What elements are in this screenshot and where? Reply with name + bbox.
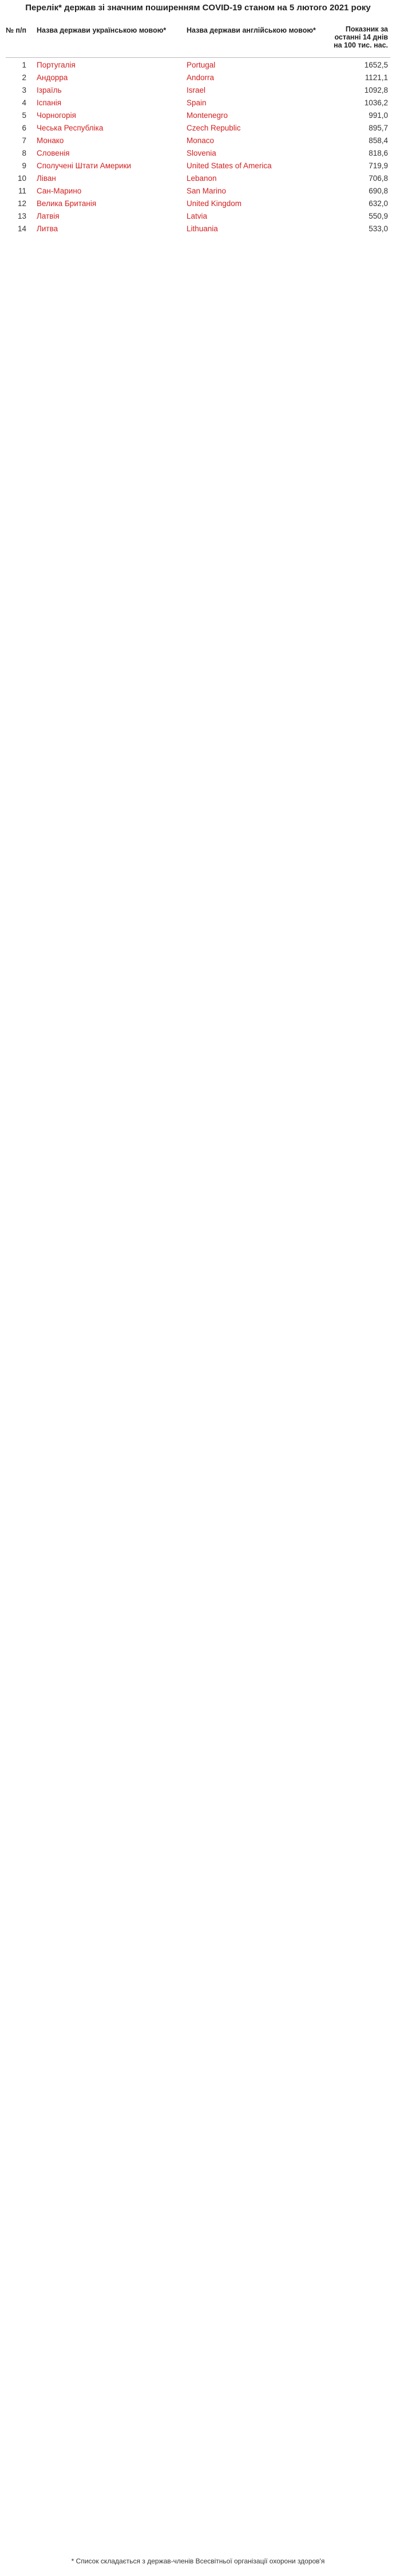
row-number: 10 bbox=[17, 174, 26, 183]
table-header bbox=[6, 24, 390, 58]
row-indicator: 632,0 bbox=[369, 199, 388, 208]
row-indicator: 1036,2 bbox=[364, 98, 388, 107]
country-name-ukrainian: Сполучені Штати Америки bbox=[37, 161, 132, 170]
country-name-english: Lithuania bbox=[187, 224, 218, 233]
table-row bbox=[6, 135, 390, 147]
header-name-ukrainian: Назва держави українською мовою* bbox=[37, 26, 167, 34]
country-name-english: San Marino bbox=[187, 187, 227, 195]
row-number: 3 bbox=[22, 86, 26, 94]
country-name-english: Andorra bbox=[187, 73, 215, 82]
table-row bbox=[6, 197, 390, 210]
table-row bbox=[6, 172, 390, 185]
country-name-ukrainian: Словенія bbox=[37, 149, 70, 157]
row-indicator: 719,9 bbox=[369, 161, 388, 170]
row-number: 9 bbox=[22, 161, 26, 170]
country-name-ukrainian: Сан-Марино bbox=[37, 187, 82, 195]
country-name-ukrainian: Ліван bbox=[37, 174, 56, 183]
row-indicator: 533,0 bbox=[369, 224, 388, 233]
row-indicator: 895,7 bbox=[369, 124, 388, 132]
country-name-ukrainian: Іспанія bbox=[37, 98, 62, 107]
country-name-ukrainian: Ізраїль bbox=[37, 86, 62, 94]
country-name-english: Montenegro bbox=[187, 111, 228, 120]
country-name-ukrainian: Литва bbox=[37, 224, 58, 233]
page-title: Перелік* держав зі значним поширенням COVID-19 станом на 5 лютого 2021 року bbox=[25, 3, 371, 13]
table-row bbox=[6, 223, 390, 235]
row-indicator: 818,6 bbox=[369, 149, 388, 157]
table-row bbox=[6, 122, 390, 135]
row-number: 11 bbox=[18, 187, 26, 195]
table-row bbox=[6, 210, 390, 223]
table-row bbox=[6, 160, 390, 172]
country-name-ukrainian: Велика Британія bbox=[37, 199, 97, 208]
row-indicator: 1652,5 bbox=[364, 61, 388, 69]
table-row bbox=[6, 185, 390, 197]
row-indicator: 1092,8 bbox=[364, 86, 388, 94]
row-indicator: 550,9 bbox=[369, 212, 388, 220]
header-name-english: Назва держави англійською мовою* bbox=[187, 26, 316, 34]
country-name-ukrainian: Чеська Республіка bbox=[37, 124, 104, 132]
row-number: 4 bbox=[22, 98, 26, 107]
country-name-ukrainian: Андорра bbox=[37, 73, 68, 82]
row-number: 13 bbox=[17, 212, 26, 220]
row-number: 12 bbox=[17, 199, 26, 208]
table-row bbox=[6, 147, 390, 160]
country-name-english: Monaco bbox=[187, 136, 215, 145]
row-number: 6 bbox=[22, 124, 26, 132]
row-number: 8 bbox=[22, 149, 26, 157]
row-number: 14 bbox=[17, 224, 26, 233]
country-name-english: Israel bbox=[187, 86, 206, 94]
country-name-ukrainian: Монако bbox=[37, 136, 64, 145]
table-row bbox=[6, 72, 390, 84]
table-row bbox=[6, 109, 390, 122]
row-number: 2 bbox=[22, 73, 26, 82]
table-row bbox=[6, 59, 390, 72]
row-indicator: 1121,1 bbox=[365, 73, 388, 82]
country-name-english: Czech Republic bbox=[187, 124, 241, 132]
row-indicator: 690,8 bbox=[369, 187, 388, 195]
country-name-english: Spain bbox=[187, 98, 207, 107]
row-indicator: 858,4 bbox=[369, 136, 388, 145]
row-number: 5 bbox=[22, 111, 26, 120]
table-body bbox=[6, 59, 390, 2555]
row-number: 7 bbox=[22, 136, 26, 145]
row-indicator: 706,8 bbox=[369, 174, 388, 183]
country-name-ukrainian: Латвія bbox=[37, 212, 60, 220]
country-name-english: Slovenia bbox=[187, 149, 216, 157]
header-indicator: Показник за останні 14 днів на 100 тис. нас. bbox=[334, 25, 388, 49]
table-row bbox=[6, 97, 390, 109]
country-name-english: Latvia bbox=[187, 212, 208, 220]
country-name-english: United Kingdom bbox=[187, 199, 242, 208]
country-name-english: Portugal bbox=[187, 61, 216, 69]
footnote: * Список складається з держав-членів Всесвітньої організації охорони здоров'я bbox=[71, 2557, 325, 2565]
row-indicator: 991,0 bbox=[369, 111, 388, 120]
country-name-english: United States of America bbox=[187, 161, 272, 170]
country-name-english: Lebanon bbox=[187, 174, 217, 183]
country-name-ukrainian: Португалія bbox=[37, 61, 76, 69]
country-name-ukrainian: Чорногорія bbox=[37, 111, 76, 120]
row-number: 1 bbox=[22, 61, 26, 69]
header-number: № п/п bbox=[6, 26, 26, 34]
table-row bbox=[6, 84, 390, 97]
